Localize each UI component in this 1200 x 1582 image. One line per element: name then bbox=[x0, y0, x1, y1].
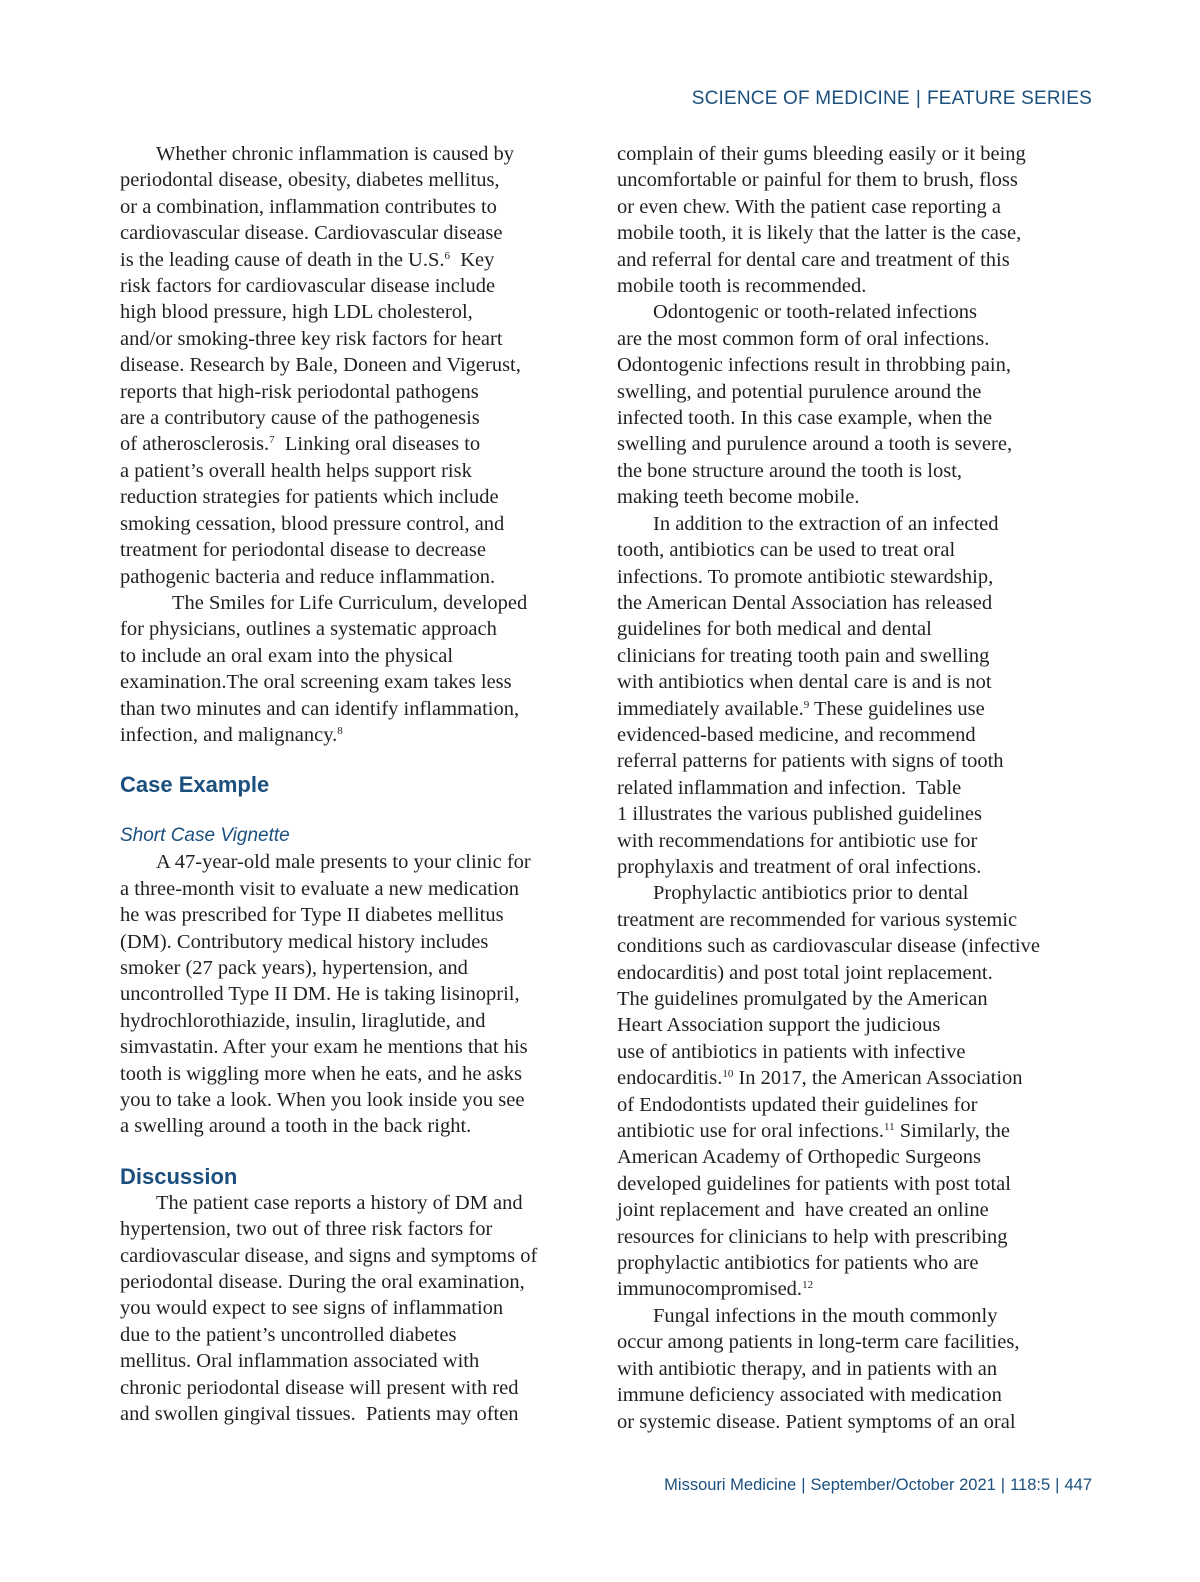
text-line: examination.The oral screening exam takes less bbox=[120, 671, 512, 694]
text-line: guidelines for both medical and dental bbox=[617, 618, 932, 641]
text-line: infected tooth. In this case example, when the bbox=[617, 407, 993, 430]
text-line: occur among patients in long-term care facilities, bbox=[617, 1331, 1020, 1354]
text-line: swelling, and potential purulence around the bbox=[617, 380, 982, 403]
text-line: reports that high-risk periodontal pathogens bbox=[120, 380, 479, 403]
footer-issue: September/October 2021 bbox=[810, 1476, 996, 1494]
text-line: or systemic disease. Patient symptoms of an oral bbox=[617, 1410, 1016, 1433]
citation-11: 11 bbox=[884, 1121, 895, 1134]
text-line: prophylaxis and treatment of oral infections. bbox=[617, 855, 982, 878]
citation-6: 6 bbox=[444, 249, 450, 262]
text-line: of Endodontists updated their guidelines for bbox=[617, 1093, 978, 1116]
text-line: mobile tooth is recommended. bbox=[617, 275, 867, 298]
text-line: tooth, antibiotics can be used to treat oral bbox=[617, 539, 956, 562]
text-line: smoking cessation, blood pressure control, and bbox=[120, 512, 505, 535]
text-line: Whether chronic inflammation is caused by bbox=[156, 143, 515, 165]
text-line: The Smiles for Life Curriculum, developed bbox=[172, 591, 528, 614]
text-line: related inflammation and infection. Table bbox=[617, 776, 962, 799]
page-number: 447 bbox=[1064, 1476, 1092, 1494]
text-line: American Academy of Orthopedic Surgeons bbox=[617, 1146, 981, 1169]
text-line: periodontal disease, obesity, diabetes mellitus, bbox=[120, 169, 500, 192]
text-line: are the most common form of oral infections. bbox=[617, 327, 990, 350]
text-line: hydrochlorothiazide, insulin, liraglutide, and bbox=[120, 1009, 486, 1032]
running-header bbox=[692, 88, 1092, 110]
text-line: for physicians, outlines a systematic approach bbox=[120, 618, 497, 641]
text-line: prophylactic antibiotics for patients who are bbox=[617, 1252, 979, 1275]
text-line: the American Dental Association has released bbox=[617, 591, 993, 614]
text-line: and swollen gingival tissues. Patients may often bbox=[120, 1403, 519, 1426]
text-line: hypertension, two out of three risk factors for bbox=[120, 1218, 493, 1241]
text-line: treatment are recommended for various systemic bbox=[617, 908, 1018, 931]
text-line: with recommendations for antibiotic use for bbox=[617, 829, 978, 852]
text-line: immune deficiency associated with medication bbox=[617, 1384, 1002, 1407]
text-line: you would expect to see signs of inflammation bbox=[120, 1297, 504, 1320]
text-line: conditions such as cardiovascular disease (infective bbox=[617, 935, 1040, 958]
text-line: to include an oral exam into the physical bbox=[120, 644, 454, 667]
text-line: is the leading cause of death in the U.S.$^6$ Key bbox=[120, 248, 495, 271]
text-line: you to take a look. When you look inside you see bbox=[120, 1089, 525, 1111]
text-line: The patient case reports a history of DM and bbox=[156, 1191, 523, 1214]
text-line: reduction strategies for patients which include bbox=[120, 486, 499, 509]
text-line: tooth is wiggling more when he eats, and he asks bbox=[120, 1062, 522, 1085]
footer-separator: | bbox=[1000, 1476, 1006, 1494]
text-line: cardiovascular disease, and signs and symptoms of bbox=[120, 1244, 538, 1267]
text-line: antibiotic use for oral infections.$^{11}$ Similarly, the bbox=[617, 1120, 1010, 1143]
text-line: joint replacement and have created an online bbox=[617, 1199, 989, 1222]
citation-7: 7 bbox=[269, 434, 275, 447]
text-line: Odontogenic or tooth-related infections bbox=[653, 301, 977, 324]
text-line: he was prescribed for Type II diabetes mellitus bbox=[120, 904, 504, 927]
text-line: swelling and purulence around a tooth is severe, bbox=[617, 433, 1013, 456]
footer-separator: | bbox=[1055, 1476, 1060, 1494]
text-line: and/or smoking-three key risk factors for heart bbox=[120, 327, 503, 350]
text-line: disease. Research by Bale, Doneen and Vigerust, bbox=[120, 354, 521, 377]
text-line: or a combination, inflammation contributes to bbox=[120, 195, 497, 218]
text-line: Odontogenic infections result in throbbing pain, bbox=[617, 354, 1011, 377]
text-line: 1 illustrates the various published guidelines bbox=[617, 803, 982, 826]
text-line: developed guidelines for patients with post total bbox=[617, 1172, 1011, 1195]
text-line: infection, and malignancy.$^8$ bbox=[120, 723, 343, 746]
text-line: pathogenic bacteria and reduce inflammation. bbox=[120, 565, 496, 588]
discussion-heading: Discussion bbox=[120, 1163, 238, 1189]
text-line: simvastatin. After your exam he mentions that his bbox=[120, 1036, 528, 1059]
text-line: and referral for dental care and treatment of this bbox=[617, 248, 1010, 271]
text-line: cardiovascular disease. Cardiovascular disease bbox=[120, 222, 503, 245]
text-line: clinicians for treating tooth pain and swelling bbox=[617, 644, 990, 667]
text-line: immediately available.$^9$ These guidelines use bbox=[617, 697, 985, 720]
text-line: or even chew. With the patient case reporting a bbox=[617, 195, 1001, 218]
text-line: making teeth become mobile. bbox=[617, 486, 860, 509]
header-series: FEATURE SERIES bbox=[926, 88, 1092, 109]
text-line: high blood pressure, high LDL cholesterol, bbox=[120, 301, 473, 324]
right-column bbox=[617, 141, 1067, 1435]
citation-8: 8 bbox=[337, 724, 343, 737]
text-line: complain of their gums bleeding easily or it being bbox=[617, 143, 1026, 165]
text-line: of atherosclerosis.$^7$ Linking oral diseases to bbox=[120, 433, 481, 456]
text-line: than two minutes and can identify inflammation, bbox=[120, 697, 520, 720]
short-case-vignette-heading: Short Case Vignette bbox=[120, 825, 290, 847]
text-line: mellitus. Oral inflammation associated with bbox=[120, 1350, 480, 1373]
text-line: with antibiotic therapy, and in patients with an bbox=[617, 1357, 998, 1380]
text-line: endocarditis) and post total joint replacement. bbox=[617, 961, 993, 984]
text-line: Heart Association support the judicious bbox=[617, 1014, 941, 1037]
citation-12: 12 bbox=[802, 1279, 814, 1292]
text-line: mobile tooth, it is likely that the latter is the case, bbox=[617, 222, 1022, 245]
header-section: SCIENCE OF MEDICINE bbox=[691, 88, 910, 109]
text-line: endocarditis.$^{10}$ In 2017, the American Association bbox=[617, 1067, 1023, 1090]
case-example-heading: Case Example bbox=[120, 772, 270, 798]
text-line: Prophylactic antibiotics prior to dental bbox=[653, 882, 969, 905]
text-line: immunocompromised.$^{12}$ bbox=[617, 1278, 814, 1301]
citation-9: 9 bbox=[803, 698, 810, 711]
text-line: In addition to the extraction of an infected bbox=[653, 512, 999, 535]
text-line: risk factors for cardiovascular disease include bbox=[120, 275, 496, 298]
text-line: a patient’s overall health helps support risk bbox=[120, 459, 472, 482]
text-line: due to the patient’s uncontrolled diabetes bbox=[120, 1323, 457, 1346]
left-column bbox=[120, 141, 570, 1427]
text-line: with antibiotics when dental care is and is not bbox=[617, 671, 992, 694]
header-separator: | bbox=[915, 88, 921, 109]
text-line: the bone structure around the tooth is lost, bbox=[617, 459, 963, 482]
text-line: a three-month visit to evaluate a new medication bbox=[120, 877, 520, 900]
text-line: uncontrolled Type II DM. He is taking lisinopril, bbox=[120, 983, 520, 1006]
text-line: evidenced-based medicine, and recommend bbox=[617, 723, 976, 746]
text-line: The guidelines promulgated by the American bbox=[617, 988, 988, 1010]
text-line: (DM). Contributory medical history includes bbox=[120, 930, 489, 953]
text-line: uncomfortable or painful for them to brush, floss bbox=[617, 169, 1018, 192]
text-line: chronic periodontal disease will present with red bbox=[120, 1376, 519, 1399]
text-line: smoker (27 pack years), hypertension, and bbox=[120, 956, 468, 979]
text-line: resources for clinicians to help with prescribing bbox=[617, 1225, 1008, 1248]
text-line: periodontal disease. During the oral examination, bbox=[120, 1271, 525, 1294]
text-line: referral patterns for patients with signs of tooth bbox=[617, 750, 1004, 773]
text-line: treatment for periodontal disease to decrease bbox=[120, 539, 486, 562]
footer-separator: | bbox=[801, 1476, 806, 1494]
text-line: Fungal infections in the mouth commonly bbox=[653, 1304, 998, 1327]
text-line: a swelling around a tooth in the back right. bbox=[120, 1115, 472, 1138]
text-line: infections. To promote antibiotic stewardship, bbox=[617, 565, 994, 588]
footer-volume: 118:5 bbox=[1010, 1476, 1051, 1494]
footer-journal: Missouri Medicine bbox=[664, 1476, 797, 1494]
citation-10: 10 bbox=[722, 1068, 734, 1081]
text-line: use of antibiotics in patients with infective bbox=[617, 1040, 966, 1063]
page-footer bbox=[664, 1476, 1092, 1495]
text-line: A 47-year-old male presents to your clinic for bbox=[156, 851, 531, 874]
text-line: are a contributory cause of the pathogenesis bbox=[120, 407, 480, 430]
